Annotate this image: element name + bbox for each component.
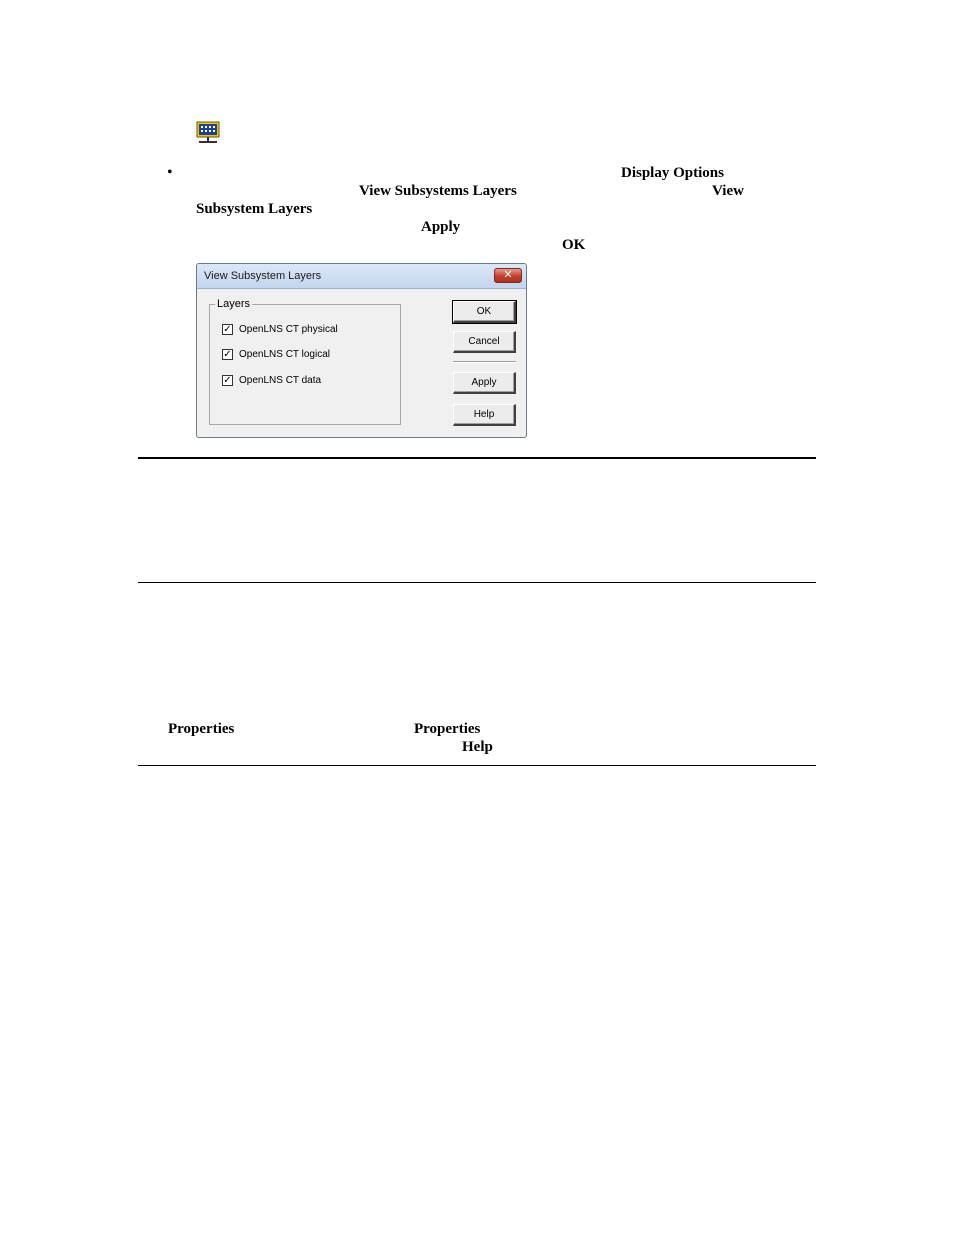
close-button[interactable]	[494, 268, 522, 283]
dialog-title: View Subsystem Layers	[204, 270, 322, 282]
properties-text: Properties	[168, 721, 235, 737]
properties-text: Properties	[414, 721, 481, 737]
checkbox-checked-icon[interactable]: ✓	[223, 349, 232, 360]
ok-text: OK	[562, 237, 586, 253]
section-divider	[138, 765, 816, 766]
apply-text: Apply	[421, 219, 461, 235]
subsystem-layers-icon	[196, 121, 220, 145]
layer-label: OpenLNS CT logical	[239, 349, 330, 360]
checkbox-checked-icon[interactable]: ✓	[223, 375, 232, 386]
view-subsystem-layers-dialog	[196, 263, 527, 438]
apply-button[interactable]: Apply	[453, 372, 516, 394]
section-divider	[138, 582, 816, 583]
close-icon: ✕	[503, 269, 513, 281]
layer-label: OpenLNS CT physical	[239, 324, 338, 335]
dialog-titlebar	[197, 264, 526, 289]
display-options-text: Display Options	[621, 165, 724, 181]
ok-button[interactable]: OK	[453, 301, 516, 323]
button-separator	[453, 361, 516, 363]
help-button[interactable]: Help	[453, 404, 516, 426]
cancel-button[interactable]: Cancel	[453, 331, 516, 353]
view-text: View	[712, 183, 744, 199]
section-divider	[138, 457, 816, 459]
layers-groupbox	[209, 304, 401, 425]
view-subsystems-layers-text: View Subsystems Layers	[359, 183, 517, 199]
layers-group-label: Layers	[217, 298, 251, 310]
layer-label: OpenLNS CT data	[239, 375, 322, 386]
subsystem-layers-text: Subsystem Layers	[196, 201, 313, 217]
help-text: Help	[462, 739, 493, 755]
checkbox-checked-icon[interactable]: ✓	[223, 324, 232, 335]
list-bullet: •	[167, 164, 173, 181]
